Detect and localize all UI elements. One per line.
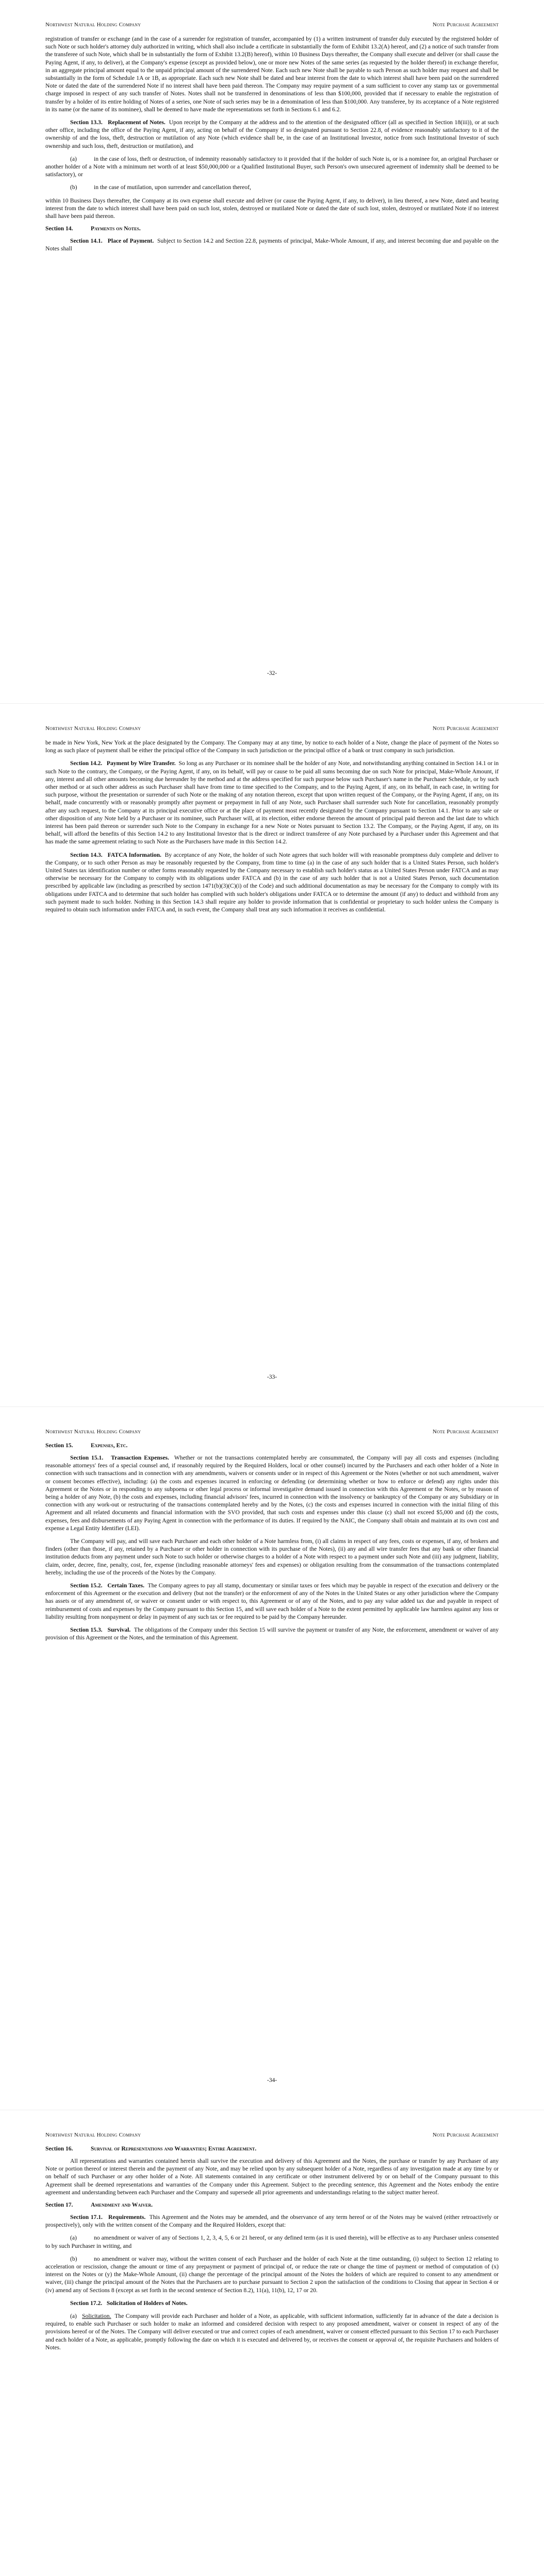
section-number: Section 15.1. [70, 1454, 104, 1461]
section-number: Section 13.3. [70, 119, 103, 126]
document-page-33 [0, 703, 544, 1406]
section-number: Section 17.2. [70, 2299, 103, 2307]
section-number: Section 14. [45, 225, 73, 232]
section-number: Section 15.3. [70, 1626, 103, 1634]
subclause-label: (a) [70, 2234, 77, 2242]
paragraph: The Company will pay, and will save each Purchaser and each other holder of a Note harmless from, (i) all claims in respect of any fees, costs or expenses, if any, of brokers and finders (other than those, if any, retained by a Purchaser or other holder in connection with its purchase of the Notes), (ii) any and all wire transfer fees that any bank or other financial institution deducts from any payment under such Note to such holder or otherwise charges to a holder of a Note with respect to a payment under such Note and (iii) any judgment, liability, claim, order, decree, fine, penalty, cost, fee, expense (including reasonable attorneys' fees and expenses) or obligation resulting from the consummation of the transactions contemplated hereby, including the use of the proceeds of the Notes by the Company. [45, 1538, 499, 1576]
section-17-1 [45, 2213, 499, 2229]
header-company: Northwest Natural Holding Company [45, 1429, 141, 1435]
section-13-3 [45, 118, 499, 150]
section-title: Payments on Notes. [91, 225, 141, 232]
section-title: Requirements. [108, 2214, 146, 2221]
page-header [45, 22, 499, 28]
document-page-34 [0, 1406, 544, 2110]
page-number: -32- [267, 670, 277, 676]
paragraph: be made in New York, New York at the place designated by the Company. The Company may at any time, by notice to each holder of a Note, change the place of payment of the Notes so long as such place of payment shall be either the principal office of the Company in such jurisdiction or the principal office of a bank or trust company in such jurisdiction. [45, 739, 499, 754]
document-page-35 [0, 2110, 544, 2576]
section-17-heading [45, 2201, 499, 2208]
page-number: -34- [267, 2077, 277, 2083]
section-text: Upon receipt by the Company at the address and to the attention of the designated officer (all as specified in Section 18(iii)), or at such other office, including the office of the Paying Agent, if any, acting on behalf of the Company if so designated pursuant to Section 22.8, of evidence reasonably satisfactory to it of the ownership of and the loss, theft, destruction or mutilation of any Note (which evidence shall be, in the case of an Institutional Investor, notice from such Institutional Investor of such ownership and such loss, theft, destruction or mutilation), and [45, 119, 499, 149]
section-14-3 [45, 851, 499, 914]
document-page-32 [0, 0, 544, 703]
section-15-3 [45, 1626, 499, 1641]
header-doc-title: Note Purchase Agreement [433, 2132, 499, 2138]
section-number: Section 14.2. [70, 760, 103, 767]
page-header [45, 1429, 499, 1435]
subclause-title: Solicitation. [82, 2313, 111, 2320]
header-doc-title: Note Purchase Agreement [433, 22, 499, 28]
section-text: Whether or not the transactions contemplated hereby are consummated, the Company will pay all costs and expenses (including reasonable attorneys' fees of a special counsel and, if reasonably required by the Required Holders, local or other counsel) incurred by the Purchasers and each other holder of a Note in connection with such transactions and in connection with any amendments, waivers or consents under or in respect of this Agreement or the Notes (whether or not such amendment, waiver or consent becomes effective), including: (a) the costs and expenses incurred in enforcing or defending (or determining whether or how to enforce or defend) any rights under this Agreement or the Notes or in responding to any subpoena or other legal process or informal investigative demand issued in connection with this Agreement or the Notes, or by reason of being a holder of any Note, (b) the costs and expenses, including financial advisors' fees, incurred in connection with the insolvency or bankruptcy of the Company or any Subsidiary or in connection with any work-out or restructuring of the transactions contemplated hereby and by the Notes, (c) the costs and expenses incurred in connection with the initial filing of this Agreement and all related documents and financial information with the SVO provided, that such costs and expenses under this clause (c) shall not exceed $5,000 and (d) the costs, expenses, fees and disbursements of any Paying Agent in connection with the performance of its duties. If required by the NAIC, the Company shall obtain and maintain at its own cost and expense a Legal Entity Identifier (LEI). [45, 1454, 499, 1532]
section-title: Replacement of Notes. [108, 119, 166, 126]
subclause-text: The Company will provide each Purchaser and holder of a Note, as applicable, with sufficient information, sufficiently far in advance of the date a decision is required, to enable such Purchaser or such holder to make an informed and considered decision with respect to any proposed amendment, waiver or consent in respect of any of the provisions hereof or of the Notes. The Company will deliver executed or true and correct copies of each amendment, waiver or consent effected pursuant to this Section 17 to each Purchaser and each holder of a Note, as applicable, promptly following the date on which it is executed and delivered by, or receives the consent or approval of, the requisite Purchasers and holders of Notes. [45, 2313, 499, 2351]
header-doc-title: Note Purchase Agreement [433, 1429, 499, 1435]
subclause-text: no amendment or waiver may, without the written consent of each Purchaser and the holder of each Note at the time outstanding, (i) subject to Section 12 relating to acceleration or rescission, change the amount or time of any prepayment or payment of principal of, or reduce the rate or change the time of payment or method of computation of (x) interest on the Notes or (y) the Make-Whole Amount, (ii) change the percentage of the principal amount of the Notes the holders of which are required to consent to any amendment or waiver, (iii) change the principal amount of the Notes that the Purchasers are to purchase pursuant to Section 2 upon the satisfaction of the conditions to Closing that appear in Section 4 or (iv) amend any of Sections 8 (except as set forth in the second sentence of Section 8.2), 11(a), 11(b), 12, 17 or 20. [45, 2255, 499, 2294]
page-header [45, 725, 499, 732]
section-text: So long as any Purchaser or its nominee shall be the holder of any Note, and notwithstanding anything contained in Section 14.1 or in such Note to the contrary, the Company, or the Paying Agent, if any, on its behalf, will pay or cause to be paid all sums becoming due on such Note for principal, Make-Whole Amount, if any, interest and all other amounts becoming due hereunder by the method and at the address specified for such purpose below such Purchaser's name in the Purchaser Schedule, or by such other method or at such other address as such Purchaser shall have from time to time specified to the Company, and to the Paying Agent, if any, on its behalf, in each case, in writing for such purpose, without the presentation or surrender of such Note or the making of any notation thereon, except that upon written request of the Company, or the Paying Agent, if any, on its behalf, made concurrently with or reasonably promptly after payment or prepayment in full of any Note, such Purchaser shall surrender such Note for cancellation, reasonably promptly after any such request, to the Company at its principal executive office or at the place of payment most recently designated by the Company pursuant to Section 14.1. Prior to any sale or other disposition of any Note held by a Purchaser or its nominee, such Purchaser will, at its election, either endorse thereon the amount of principal paid thereon and the last date to which interest has been paid thereon or surrender such Note to the Company in exchange for a new Note or Notes pursuant to Section 13.2. The Company, or the Paying Agent, if any, on its behalf, will afford the benefits of this Section 14.2 to any Institutional Investor that is the direct or indirect transferee of any Note purchased by a Purchaser under this Agreement and that has made the same agreement relating to such Note as the Purchasers have made in this Section 14.2. [45, 760, 499, 845]
section-title: Survival of Representations and Warranties; Entire Agreement. [91, 2145, 257, 2152]
page-header [45, 2132, 499, 2138]
section-title: Amendment and Waiver. [91, 2201, 153, 2209]
paragraph: registration of transfer or exchange (and in the case of a surrender for registration of transfer, accompanied by (1) a written instrument of transfer duly executed by the registered holder of such Note or such holder's attorney duly authorized in writing, which shall also include a certificate in substantially the form of Exhibit 13.2(A) hereof, and (2) a notice of such transfer from the transferee of such Note, which shall be in substantially the form of Exhibit 13.2(B) hereof), within 10 Business Days thereafter, the Company shall execute and deliver (or shall cause the Paying Agent, if any, to deliver), at the Company's expense (except as provided below), one or more new Notes of the same series (as requested by the holder thereof) in exchange therefor, in an aggregate principal amount equal to the unpaid principal amount of the surrendered Note. Each such new Note shall be payable to such Person as such holder may request and shall be substantially in the form of Schedule 1A or 1B, as appropriate. Each such new Note shall be dated and bear interest from the date to which interest shall have been paid on the surrendered Note or dated the date of the surrendered Note if no interest shall have been paid thereon. The Company may require payment of a sum sufficient to cover any stamp tax or governmental charge imposed in respect of any such transfer of Notes. Notes shall not be transferred in denominations of less than $100,000, provided that if necessary to enable the registration of transfer by a holder of its entire holding of Notes of a series, one Note of such series may be in a denomination of less than $100,000. Any transferee, by its acceptance of a Note registered in its name (or the name of its nominee), shall be deemed to have made the representations set forth in Sections 6.1 and 6.2. [45, 36, 499, 113]
section-title: FATCA Information. [107, 851, 161, 858]
subclause-label: (b) [70, 184, 77, 191]
header-company: Northwest Natural Holding Company [45, 22, 141, 28]
section-17-2 [45, 2299, 499, 2307]
section-text: This Agreement and the Notes may be amended, and the observance of any term hereof or of the Notes may be waived (either retroactively or prospectively), only with the written consent of the Company and the Required Holders, except that: [45, 2214, 499, 2229]
section-title: Certain Taxes. [107, 1582, 145, 1589]
section-title: Solicitation of Holders of Notes. [106, 2299, 188, 2307]
section-number: Section 17. [45, 2201, 73, 2209]
section-16-heading [45, 2145, 499, 2152]
subclause-a [45, 2234, 499, 2249]
section-14-1 [45, 237, 499, 252]
header-company: Northwest Natural Holding Company [45, 2132, 141, 2138]
page-number: -33- [267, 1374, 277, 1380]
section-17-2-a [45, 2312, 499, 2351]
section-title: Place of Payment. [107, 238, 154, 245]
section-number: Section 16. [45, 2145, 73, 2152]
section-15-2 [45, 1582, 499, 1621]
subclause-text: in the case of mutilation, upon surrender and cancellation thereof, [94, 184, 251, 191]
subclause-b [45, 2255, 499, 2294]
section-text: By acceptance of any Note, the holder of such Note agrees that such holder will with reasonable promptness duly complete and deliver to the Company, or to such other Person as may be reasonably requested by the Company, from time to time (a) in the case of any such holder that is a United States Person, such holder's United States tax identification number or other forms reasonably requested by the Company necessary to establish such holder's status as a United States Person under FATCA and as may otherwise be necessary for the Company to comply with its obligations under FATCA and (b) in the case of any such holder that is not a United States Person, such documentation prescribed by applicable law (including as prescribed by section 1471(b)(3)(C)(i) of the Code) and such additional documentation as may be necessary for the Company to comply with its obligations under FATCA and to determine that such holder has complied with such holder's obligations under FATCA or to determine the amount (if any) to deduct and withhold from any such payment made to such holder. Nothing in this Section 14.3 shall require any holder to provide information that is confidential or proprietary to such holder unless the Company is required to obtain such information under FATCA and, in such event, the Company shall treat any such information it receives as confidential. [45, 851, 499, 913]
paragraph: All representations and warranties contained herein shall survive the execution and delivery of this Agreement and the Notes, the purchase or transfer by any Purchaser of any Note or portion thereof or interest therein and the payment of any Note, and may be relied upon by any subsequent holder of a Note, regardless of any investigation made at any time by or on behalf of such Purchaser or any other holder of a Note. All statements contained in any certificate or other instrument delivered by or on behalf of the Company pursuant to this Agreement shall be deemed representations and warranties of the Company under this Agreement. Subject to the preceding sentence, this Agreement and the Notes embody the entire agreement and understanding between each Purchaser and the Company and supersede all prior agreements and understandings relating to the subject matter hereof. [45, 2158, 499, 2196]
subclause-b [45, 183, 499, 191]
section-text: The obligations of the Company under this Section 15 will survive the payment or transfer of any Note, the enforcement, amendment or waiver of any provision of this Agreement or the Notes, and the termination of this Agreement. [45, 1626, 499, 1641]
section-number: Section 17.1. [70, 2214, 103, 2221]
subclause-label: (a) [70, 2313, 77, 2320]
section-14-2 [45, 759, 499, 845]
section-title: Transaction Expenses. [111, 1454, 169, 1461]
subclause-a [45, 155, 499, 179]
section-text: The Company agrees to pay all stamp, documentary or similar taxes or fees which may be payable in respect of the execution and delivery or the enforcement of this Agreement or the execution and delivery (but not the transfer) or the enforcement of any of the Notes in the United States or any other jurisdiction where the Company has assets or of any amendment of, or waiver or consent under or with respect to, this Agreement or of any of the Notes, and to pay any value added tax due and payable in respect of reimbursement of costs and expenses by the Company pursuant to this Section 15, and will save each holder of a Note to the extent permitted by applicable law harmless against any loss or liability resulting from nonpayment or delay in payment of any such tax or fee required to be paid by the Company hereunder. [45, 1582, 499, 1620]
section-15-1 [45, 1454, 499, 1532]
section-text: Subject to Section 14.2 and Section 22.8, payments of principal, Make-Whole Amount, if any, and interest becoming due and payable on the Notes shall [45, 238, 499, 252]
subclause-text: in the case of loss, theft or destruction, of indemnity reasonably satisfactory to it provided that if the holder of such Note is, or is a nominee for, an original Purchaser or another holder of a Note with a minimum net worth of at least $50,000,000 or a Qualified Institutional Buyer, such Person's own unsecured agreement of indemnity shall be deemed to be satisfactory), or [45, 155, 499, 178]
header-doc-title: Note Purchase Agreement [433, 725, 499, 732]
paragraph: within 10 Business Days thereafter, the Company at its own expense shall execute and deliver (or cause the Paying Agent, if any, to deliver), in lieu thereof, a new Note, dated and bearing interest from the date to which interest shall have been paid on such lost, stolen, destroyed or mutilated Note or dated the date of such lost, stolen, destroyed or mutilated Note if no interest shall have been paid thereon. [45, 197, 499, 220]
header-company: Northwest Natural Holding Company [45, 725, 141, 732]
section-title: Survival. [107, 1626, 131, 1634]
section-title: Expenses, Etc. [91, 1442, 128, 1449]
section-title: Payment by Wire Transfer. [106, 760, 176, 767]
section-15-heading [45, 1442, 499, 1449]
section-14-heading [45, 225, 499, 232]
section-number: Section 14.3. [70, 851, 103, 858]
section-number: Section 14.1. [70, 238, 103, 245]
section-number: Section 15. [45, 1442, 73, 1449]
subclause-label: (b) [70, 2255, 77, 2262]
section-number: Section 15.2. [70, 1582, 103, 1589]
subclause-label: (a) [70, 155, 77, 162]
subclause-text: no amendment or waiver of any of Sections 1, 2, 3, 4, 5, 6 or 21 hereof, or any defined term (as it is used therein), will be effective as to any Purchaser unless consented to by such Purchaser in writing, and [45, 2234, 499, 2249]
